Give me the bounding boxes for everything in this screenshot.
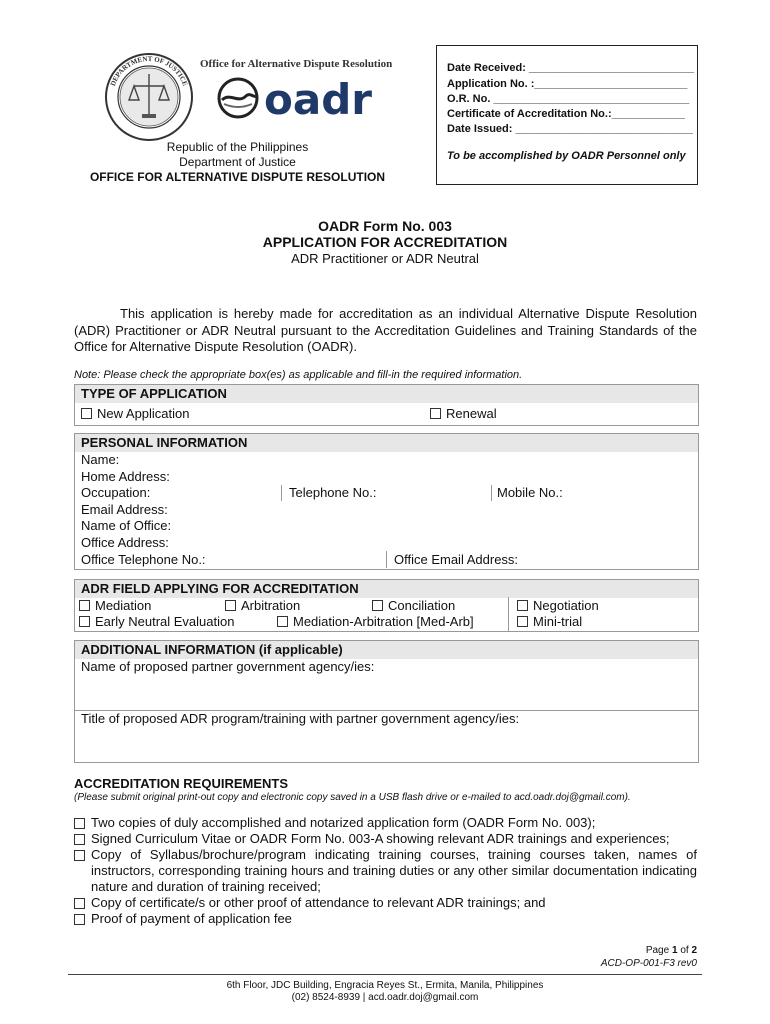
checkbox-icon[interactable] [79,600,90,611]
checkbox-icon[interactable] [430,408,441,419]
republic-label: Republic of the Philippines [166,140,309,154]
requirement-item[interactable]: Copy of certificate/s or other proof of attendance to relevant ADR trainings; and [74,895,697,911]
partner-agency-field[interactable]: Name of proposed partner government agency/ies: [81,659,375,674]
section-heading: ADR FIELD APPLYING FOR ACCREDITATION [75,580,698,598]
checkbox-icon[interactable] [74,914,85,925]
checkbox-icon[interactable] [74,818,85,829]
svg-text:oadr: oadr [264,75,372,122]
oadr-personnel-box [436,45,698,185]
type-of-application-section [74,384,699,426]
intro-paragraph [74,306,697,356]
divider [508,597,509,631]
oadr-logo [200,74,415,122]
application-no-field[interactable]: Application No. :_________________________ [447,78,688,90]
form-number: OADR Form No. 003 [318,218,452,234]
mobile-field[interactable]: Mobile No.: [497,485,563,500]
intro-text: This application is hereby made for accreditation as an individual Alternative Dispute Resolution (ADR) Practitioner or ADR Neutral pursuant to the Accreditation Guidelines and Training Standards of the Office for Alternative Dispute Resolution (OADR). [74,306,697,354]
checkbox-icon[interactable] [517,600,528,611]
checkbox-icon[interactable] [79,616,90,627]
checkbox-icon[interactable] [225,600,236,611]
document-code: ACD-OP-001-F3 rev0 [600,958,697,969]
or-no-field[interactable]: O.R. No. ________________________________ [447,93,690,105]
requirements-list [74,815,697,927]
med-arb-option[interactable]: Mediation-Arbitration [Med-Arb] [277,614,474,629]
adr-field-section [74,579,699,632]
office-address-field[interactable]: Office Address: [81,535,169,550]
footer-contact: (02) 8524-8939 | acd.oadr.doj@gmail.com [291,992,479,1003]
office-telephone-field[interactable]: Office Telephone No.: [81,552,206,567]
arbitration-option[interactable]: Arbitration [225,598,300,613]
new-application-option[interactable]: New Application [81,406,190,421]
divider [491,485,492,501]
checkbox-icon[interactable] [74,834,85,845]
form-subtitle: ADR Practitioner or ADR Neutral [291,251,479,266]
requirement-item[interactable]: Proof of payment of application fee [74,911,697,927]
checkbox-icon[interactable] [372,600,383,611]
partner-program-field[interactable]: Title of proposed ADR program/training with partner government agency/ies: [81,711,520,726]
divider [386,551,387,568]
requirement-item[interactable]: Copy of Syllabus/brochure/program indicating training courses, training courses taken, names of instructors, corresponding training hours and training duties or any other similar documentation indicating nature and duration of training received; [74,847,697,895]
early-neutral-evaluation-option[interactable]: Early Neutral Evaluation [79,614,234,629]
section-heading: PERSONAL INFORMATION [75,434,698,452]
government-header [60,140,415,185]
name-field[interactable]: Name: [81,452,120,467]
section-heading: TYPE OF APPLICATION [75,385,698,403]
office-email-field[interactable]: Office Email Address: [394,552,519,567]
home-address-field[interactable]: Home Address: [81,469,170,484]
requirements-subtitle: (Please submit original print-out copy and electronic copy saved in a USB flash drive or e-mailed to acd.oadr.doj@gmail.com). [74,792,631,803]
page-number: Page 1 of 2 [645,945,697,956]
checkbox-icon[interactable] [277,616,288,627]
checkbox-icon[interactable] [74,898,85,909]
form-title: APPLICATION FOR ACCREDITATION [262,234,508,250]
divider [281,485,282,501]
date-issued-field[interactable]: Date Issued: _____________________________ [447,123,693,135]
personnel-note: To be accomplished by OADR Personnel only [447,150,686,162]
footer-address: 6th Floor, JDC Building, Engracia Reyes St., Ermita, Manila, Philippines [226,980,544,991]
office-label: OFFICE FOR ALTERNATIVE DISPUTE RESOLUTION [89,170,386,184]
checkbox-icon[interactable] [517,616,528,627]
mini-trial-option[interactable]: Mini-trial [517,614,582,629]
office-name-field[interactable]: Name of Office: [81,518,172,533]
svg-text:DEPARTMENT OF JUSTICE: DEPARTMENT OF JUSTICE [108,54,190,88]
negotiation-option[interactable]: Negotiation [517,598,599,613]
personal-information-section [74,433,699,570]
renewal-option[interactable]: Renewal [430,406,497,421]
requirement-item[interactable]: Two copies of duly accomplished and notarized application form (OADR Form No. 003); [74,815,697,831]
certificate-no-field[interactable]: Certificate of Accreditation No.:____________ [447,108,686,120]
checkbox-icon[interactable] [81,408,92,419]
section-heading: ADDITIONAL INFORMATION (if applicable) [75,641,698,659]
department-label: Department of Justice [179,155,296,169]
conciliation-option[interactable]: Conciliation [372,598,455,613]
instruction-note: Note: Please check the appropriate box(es) as applicable and fill-in the required information. [74,369,523,381]
email-field[interactable]: Email Address: [81,502,168,517]
occupation-field[interactable]: Occupation: [81,485,151,500]
office-name-small: Office for Alternative Dispute Resolution [200,58,393,70]
mediation-option[interactable]: Mediation [79,598,151,613]
date-received-field[interactable]: Date Received: ___________________________ [447,62,695,74]
requirements-heading: ACCREDITATION REQUIREMENTS [74,776,289,791]
telephone-field[interactable]: Telephone No.: [289,485,377,500]
footer-divider [68,974,702,975]
requirement-item[interactable]: Signed Curriculum Vitae or OADR Form No. 003-A showing relevant ADR trainings and experiences; [74,831,697,847]
doj-seal-lettering [104,52,194,142]
checkbox-icon[interactable] [74,850,85,861]
additional-information-section [74,640,699,763]
